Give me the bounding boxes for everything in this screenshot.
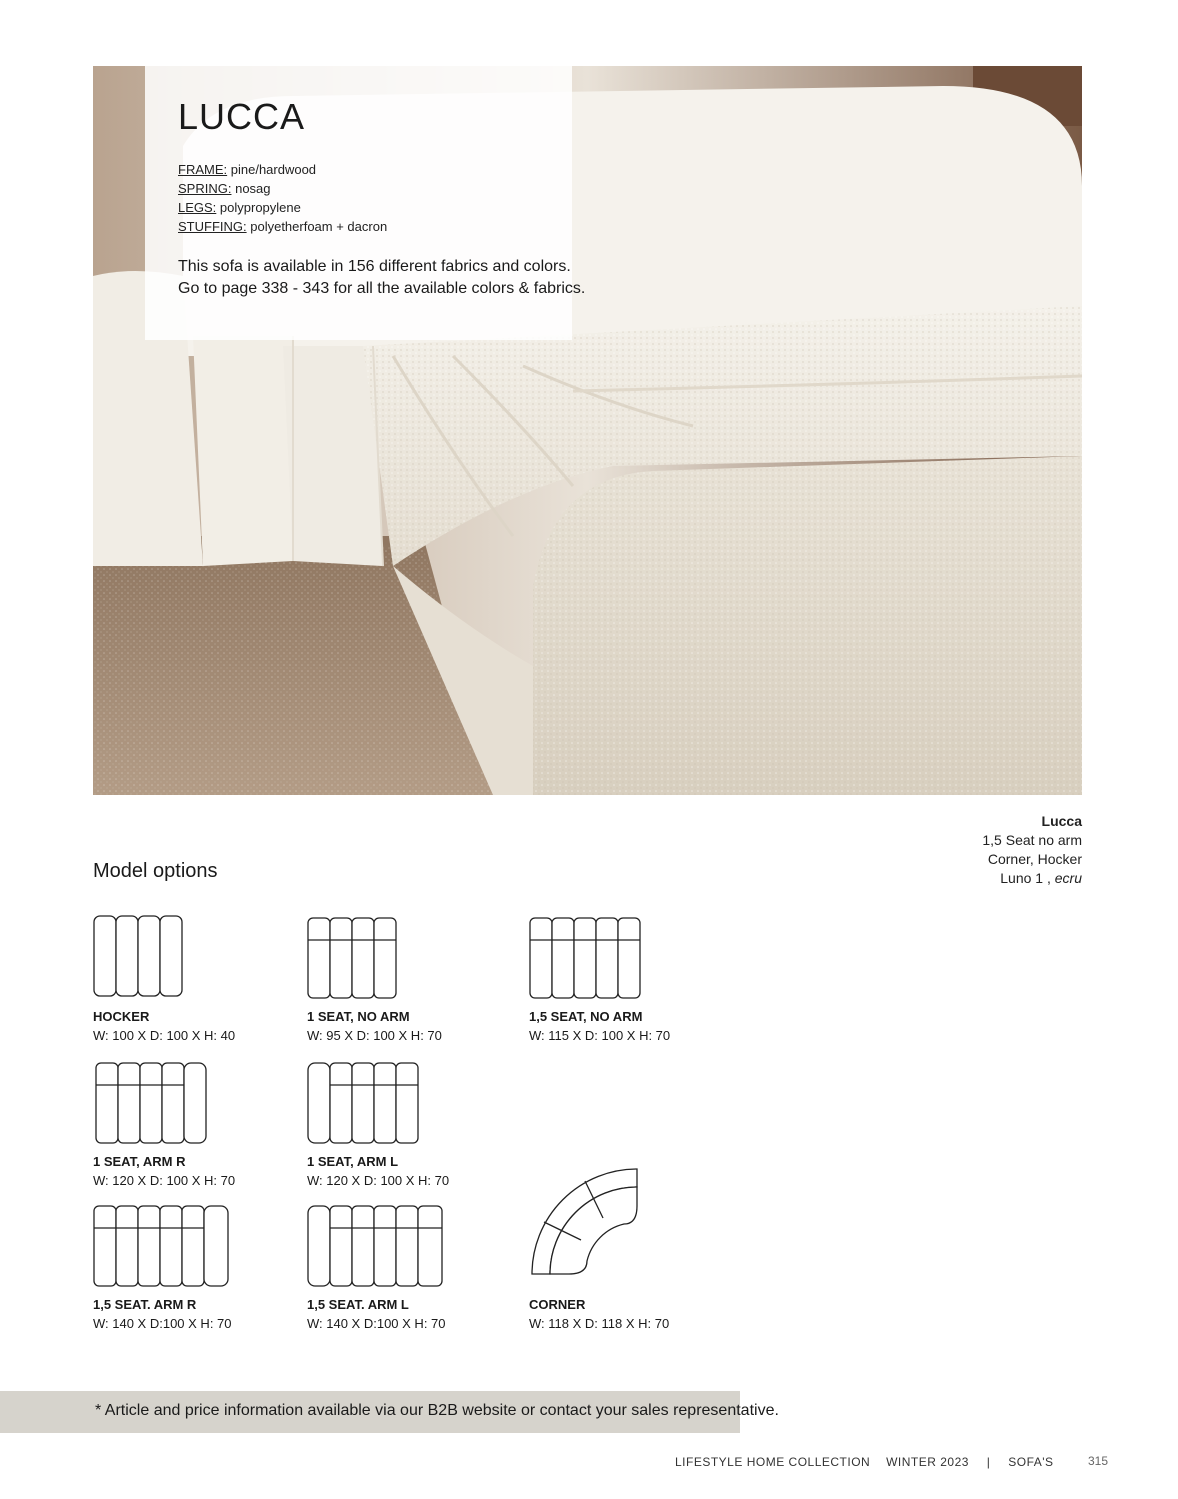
spec-spring: SPRING: nosag bbox=[178, 181, 271, 196]
footnote-text: * Article and price information available via our B2B website or contact your sales representative. bbox=[95, 1402, 779, 1419]
model-1-seat-no-arm bbox=[307, 917, 507, 1057]
footer-collection: LIFESTYLE HOME COLLECTION bbox=[675, 1455, 871, 1469]
model-dims: W: 120 X D: 100 X H: 70 bbox=[93, 1173, 236, 1188]
model-name: 1,5 SEAT. ARM L bbox=[307, 1297, 409, 1312]
model-name: 1,5 SEAT. ARM R bbox=[93, 1297, 197, 1312]
model-name: 1 SEAT, ARM R bbox=[93, 1154, 186, 1169]
model-dims: W: 118 X D: 118 X H: 70 bbox=[529, 1316, 670, 1331]
1-5-seat-arm-r-diagram bbox=[93, 1205, 231, 1289]
hocker-diagram bbox=[93, 915, 185, 999]
model-1-5-seat-no-arm bbox=[529, 917, 749, 1057]
spec-stuffing: STUFFING: polyetherfoam + dacron bbox=[178, 219, 388, 234]
model-name: 1 SEAT, ARM L bbox=[307, 1154, 399, 1169]
model-name: CORNER bbox=[529, 1297, 586, 1312]
footer-section: SOFA'S bbox=[1008, 1455, 1054, 1469]
1-5-seat-arm-l-diagram bbox=[307, 1205, 445, 1289]
model-dims: W: 115 X D: 100 X H: 70 bbox=[529, 1028, 671, 1043]
model-1-5-seat-arm-l bbox=[307, 1205, 507, 1345]
product-specs bbox=[178, 160, 387, 236]
model-1-seat-arm-l bbox=[307, 1062, 507, 1202]
page-number: 315 bbox=[1088, 1454, 1109, 1468]
model-hocker bbox=[93, 915, 293, 1055]
photo-caption: Lucca 1,5 Seat no arm Corner, Hocker Luno 1 , ecru bbox=[982, 813, 1082, 886]
model-1-5-seat-arm-r bbox=[93, 1205, 293, 1345]
1-seat-arm-l-diagram bbox=[307, 1062, 423, 1146]
corner-diagram bbox=[529, 1166, 641, 1278]
page-footer bbox=[675, 1455, 1054, 1469]
footer-separator: | bbox=[986, 1455, 991, 1469]
model-dims: W: 140 X D:100 X H: 70 bbox=[307, 1316, 446, 1331]
spec-legs: LEGS: polypropylene bbox=[178, 200, 301, 215]
model-dims: W: 140 X D:100 X H: 70 bbox=[93, 1316, 232, 1331]
1-seat-arm-r-diagram bbox=[93, 1062, 209, 1146]
model-options-heading: Model options bbox=[93, 860, 218, 882]
model-dims: W: 120 X D: 100 X H: 70 bbox=[307, 1173, 450, 1188]
1-seat-no-arm-diagram bbox=[307, 917, 399, 1001]
1-5-seat-no-arm-diagram bbox=[529, 917, 643, 1001]
model-name: 1,5 SEAT, NO ARM bbox=[529, 1009, 643, 1024]
model-name: 1 SEAT, NO ARM bbox=[307, 1009, 410, 1024]
model-dims: W: 95 X D: 100 X H: 70 bbox=[307, 1028, 442, 1043]
availability-text: This sofa is available in 156 different fabrics and colors. Go to page 338 - 343 for all the available colors & fabrics. bbox=[178, 258, 586, 297]
product-title: LUCCA bbox=[178, 96, 306, 137]
model-corner bbox=[529, 1166, 729, 1346]
spec-frame: FRAME: pine/hardwood bbox=[178, 162, 317, 177]
model-name: HOCKER bbox=[93, 1009, 150, 1024]
model-1-seat-arm-r bbox=[93, 1062, 293, 1202]
model-dims: W: 100 X D: 100 X H: 40 bbox=[93, 1028, 236, 1043]
footer-season: WINTER 2023 bbox=[886, 1455, 969, 1469]
